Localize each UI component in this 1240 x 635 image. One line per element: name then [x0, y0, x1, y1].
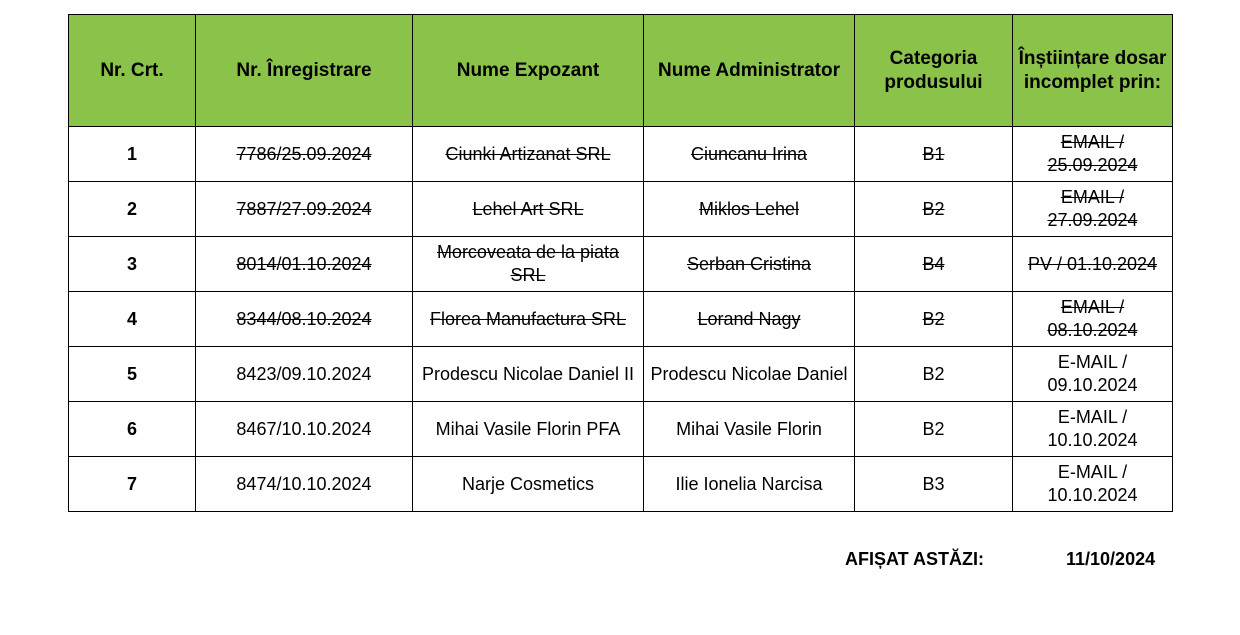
cell-administrator-name-text: Prodescu Nicolae Daniel [650, 363, 848, 384]
header-exhibitor-name: Nume Expozant [413, 15, 644, 127]
cell-registration-number [196, 347, 413, 402]
cell-product-category-text: B2 [922, 308, 945, 329]
cell-administrator-name [644, 457, 855, 512]
cell-notice-method [1013, 127, 1173, 182]
cell-administrator-name-text: Miklos Lehel [698, 198, 800, 219]
cell-administrator-name [644, 127, 855, 182]
cell-registration-number-text: 8344/08.10.2024 [236, 308, 372, 329]
cell-exhibitor-name-text: Narje Cosmetics [461, 473, 595, 494]
cell-notice-method-text: E-MAIL / 10.10.2024 [1047, 407, 1138, 450]
table-body [69, 127, 1173, 512]
cell-exhibitor-name-text: Mihai Vasile Florin PFA [435, 418, 621, 439]
cell-registration-number [196, 292, 413, 347]
cell-exhibitor-name [413, 292, 644, 347]
cell-nr-crt-text: 3 [126, 253, 137, 274]
cell-notice-method [1013, 402, 1173, 457]
cell-product-category [855, 457, 1013, 512]
cell-administrator-name [644, 237, 855, 292]
cell-notice-method-text: EMAIL / 27.09.2024 [1047, 187, 1138, 230]
cell-notice-method [1013, 347, 1173, 402]
cell-nr-crt-text: 1 [126, 143, 137, 164]
cell-nr-crt-text: 4 [126, 308, 137, 329]
header-nr-crt: Nr. Crt. [69, 15, 196, 127]
header-registration-number: Nr. Înregistrare [196, 15, 413, 127]
cell-administrator-name-text: Mihai Vasile Florin [676, 418, 822, 439]
cell-administrator-name-text: Ilie Ionelia Narcisa [675, 473, 823, 494]
cell-nr-crt-text: 6 [126, 418, 137, 439]
cell-product-category [855, 347, 1013, 402]
cell-notice-method-text: EMAIL / 08.10.2024 [1047, 297, 1138, 340]
cell-notice-method-text: E-MAIL / 09.10.2024 [1047, 352, 1138, 395]
cell-nr-crt [69, 292, 196, 347]
cell-administrator-name [644, 402, 855, 457]
cell-registration-number [196, 182, 413, 237]
cell-administrator-name-text: Serban Cristina [686, 253, 812, 274]
table-row [69, 237, 1173, 292]
incomplete-files-table [68, 14, 1173, 512]
cell-nr-crt [69, 402, 196, 457]
cell-administrator-name-text: Ciuncanu Irina [690, 143, 808, 164]
cell-product-category-text: B3 [922, 473, 945, 494]
cell-exhibitor-name [413, 127, 644, 182]
table-row [69, 457, 1173, 512]
cell-exhibitor-name [413, 237, 644, 292]
header-product-category: Categoria produsului [855, 15, 1013, 127]
cell-registration-number [196, 127, 413, 182]
cell-registration-number-text: 8014/01.10.2024 [236, 253, 372, 274]
cell-registration-number-text: 8423/09.10.2024 [236, 363, 372, 384]
cell-exhibitor-name-text: Morcoveata de la piata SRL [436, 242, 620, 285]
cell-product-category-text: B2 [922, 418, 945, 439]
cell-registration-number [196, 457, 413, 512]
cell-registration-number-text: 8467/10.10.2024 [236, 418, 372, 439]
cell-nr-crt-text: 5 [126, 363, 137, 384]
cell-notice-method-text: PV / 01.10.2024 [1027, 253, 1158, 274]
cell-notice-method [1013, 457, 1173, 512]
cell-product-category [855, 237, 1013, 292]
cell-notice-method [1013, 292, 1173, 347]
cell-registration-number-text: 8474/10.10.2024 [236, 473, 372, 494]
header-row [69, 15, 1173, 127]
cell-product-category [855, 127, 1013, 182]
cell-administrator-name [644, 347, 855, 402]
cell-product-category-text: B2 [922, 198, 945, 219]
cell-registration-number [196, 237, 413, 292]
table-row [69, 347, 1173, 402]
cell-nr-crt-text: 7 [126, 473, 137, 494]
cell-exhibitor-name [413, 402, 644, 457]
cell-exhibitor-name-text: Lehel Art SRL [472, 198, 584, 219]
posted-date: 11/10/2024 [1066, 549, 1156, 569]
table-header [69, 15, 1173, 127]
cell-administrator-name [644, 182, 855, 237]
cell-nr-crt [69, 127, 196, 182]
cell-product-category [855, 402, 1013, 457]
table-row [69, 402, 1173, 457]
cell-registration-number-text: 7786/25.09.2024 [236, 143, 372, 164]
table-row [69, 182, 1173, 237]
cell-exhibitor-name-text: Prodescu Nicolae Daniel II [421, 363, 635, 384]
header-administrator-name: Nume Administrator [644, 15, 855, 127]
header-notice-method: Înștiințare dosar incomplet prin: [1013, 15, 1173, 127]
cell-nr-crt [69, 457, 196, 512]
cell-registration-number [196, 402, 413, 457]
cell-administrator-name-text: Lorand Nagy [697, 308, 801, 329]
cell-product-category-text: B1 [922, 143, 945, 164]
cell-product-category [855, 182, 1013, 237]
cell-notice-method [1013, 237, 1173, 292]
cell-product-category [855, 292, 1013, 347]
cell-nr-crt-text: 2 [126, 198, 137, 219]
cell-notice-method-text: EMAIL / 25.09.2024 [1047, 132, 1138, 175]
posted-today-label: AFIȘAT ASTĂZI: [845, 549, 984, 569]
cell-exhibitor-name [413, 347, 644, 402]
cell-notice-method [1013, 182, 1173, 237]
cell-exhibitor-name [413, 182, 644, 237]
cell-product-category-text: B4 [922, 253, 945, 274]
table-row [69, 127, 1173, 182]
cell-exhibitor-name [413, 457, 644, 512]
cell-nr-crt [69, 182, 196, 237]
cell-registration-number-text: 7887/27.09.2024 [236, 198, 372, 219]
cell-exhibitor-name-text: Florea Manufactura SRL [429, 308, 627, 329]
cell-nr-crt [69, 347, 196, 402]
cell-nr-crt [69, 237, 196, 292]
cell-notice-method-text: E-MAIL / 10.10.2024 [1047, 462, 1138, 505]
cell-exhibitor-name-text: Ciunki Artizanat SRL [445, 143, 611, 164]
cell-administrator-name [644, 292, 855, 347]
cell-product-category-text: B2 [922, 363, 945, 384]
table-row [69, 292, 1173, 347]
